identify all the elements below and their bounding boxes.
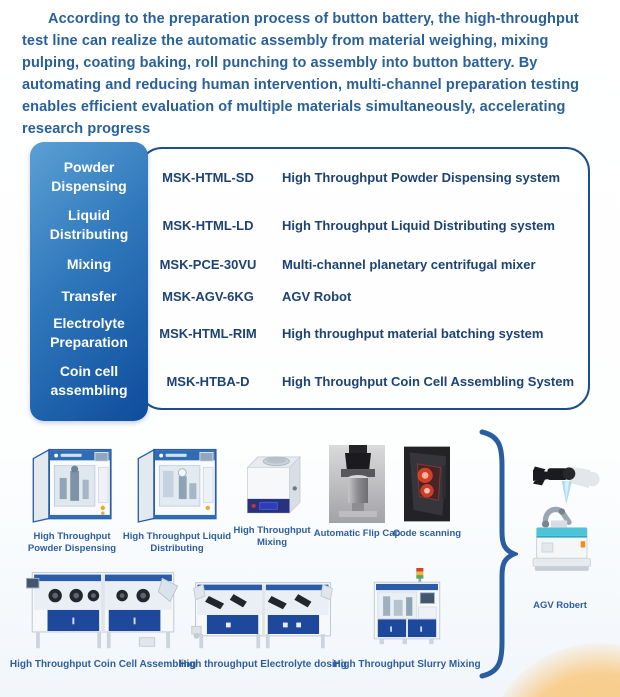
- figure-caption: High throughput Electrolyte dosing: [179, 659, 347, 670]
- stage-label: Coin cell assembling: [50, 363, 128, 398]
- figure-caption: High Throughput Powder Dispensing: [27, 531, 117, 555]
- slurry-mixing-machine-image: [366, 568, 448, 653]
- figure-agv-robot: [510, 455, 610, 612]
- equipment-table: [30, 152, 586, 408]
- equipment-description: High Throughput Powder Dispensing system: [282, 169, 561, 185]
- agv-robot-image: [515, 455, 605, 595]
- model-number: MSK-HTML-LD: [162, 217, 254, 233]
- model-number: MSK-HTML-SD: [162, 169, 254, 185]
- mixing-machine-image: [237, 448, 307, 520]
- intro-paragraph: According to the preparation process of button battery, the high-throughput test line can realize the automatic assembly from material weighing, mixing pulping, coating baking, roll punching to assembly into button battery. By automating and reducing human intervention, multi-channel preparation testing enables efficient evaluation of multiple materials simultaneously, accelerating research progress: [22, 11, 580, 137]
- table-row: [30, 152, 586, 202]
- table-row: [30, 280, 586, 312]
- coin-cell-assembling-machine-image: [23, 565, 183, 653]
- figure-code-scanning: [382, 445, 472, 540]
- figure-caption: High Throughput Liquid Distributing: [122, 531, 232, 555]
- equipment-description: High Throughput Coin Cell Assembling System: [282, 373, 575, 389]
- stage-label: Transfer: [61, 287, 117, 304]
- table-row: [30, 312, 586, 354]
- stage-label: Mixing: [66, 255, 112, 272]
- figure-liquid-distributing: [122, 444, 232, 556]
- model-number: MSK-AGV-6KG: [162, 288, 254, 304]
- equipment-description: High Throughput Liquid Distributing system: [282, 217, 555, 233]
- figure-caption: AGV Robert: [533, 600, 587, 611]
- figure-caption: High Throughput Mixing: [233, 525, 311, 549]
- figure-powder-dispensing: [17, 444, 127, 556]
- figure-caption: Code scanning: [392, 528, 462, 539]
- liquid-distributing-machine-image: [133, 444, 221, 526]
- stage-label: Electrolyte Preparation: [50, 315, 128, 350]
- table-row: [30, 248, 586, 280]
- figure-caption: High Throughput Coin Cell Assembling: [9, 659, 197, 670]
- table-row: [30, 202, 586, 248]
- model-number: MSK-HTML-RIM: [159, 325, 257, 341]
- stage-label: Powder Dispensing: [51, 159, 127, 194]
- equipment-description: AGV Robot: [282, 288, 352, 304]
- figure-caption: High Throughput Slurry Mixing: [333, 659, 481, 670]
- powder-dispensing-machine-image: [28, 444, 116, 526]
- equipment-description: Multi-channel planetary centrifugal mixer: [282, 256, 536, 272]
- figure-caption: Automatic Flip Cap: [313, 528, 401, 539]
- model-number: MSK-PCE-30VU: [159, 256, 257, 272]
- automatic-flip-cap-photo: [329, 445, 385, 523]
- code-scanning-photo: [404, 445, 450, 523]
- stage-label: Liquid Distributing: [49, 207, 129, 242]
- figure-slurry-mixing: [322, 568, 492, 671]
- equipment-description: High throughput material batching system: [282, 325, 544, 341]
- model-number: MSK-HTBA-D: [166, 373, 250, 389]
- table-row: [30, 354, 586, 408]
- electrolyte-dosing-machine-image: [190, 577, 336, 653]
